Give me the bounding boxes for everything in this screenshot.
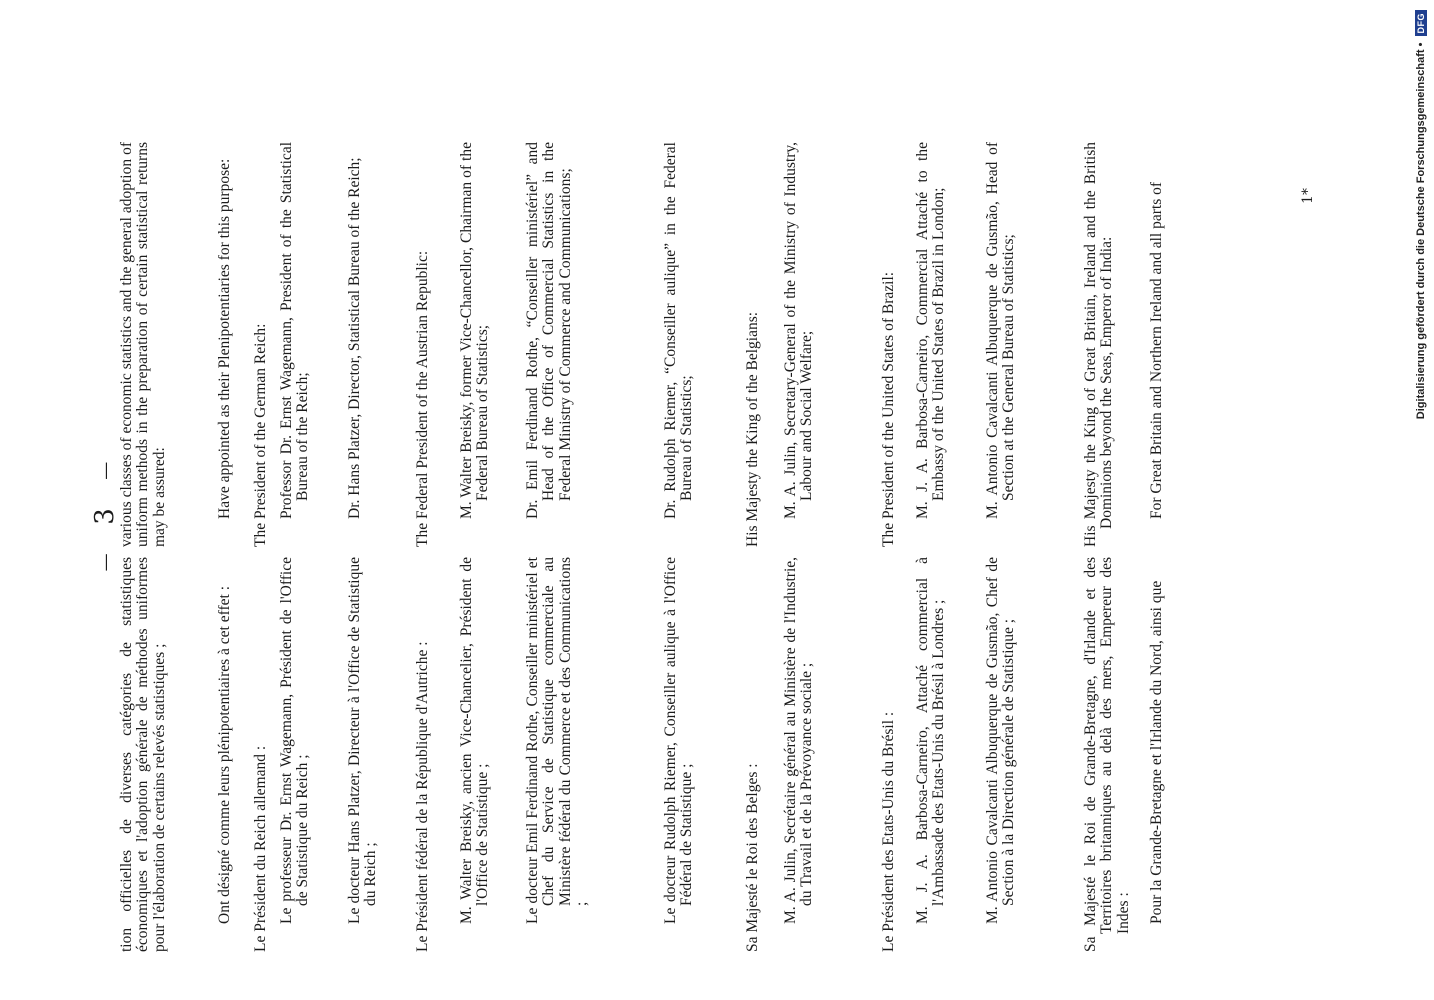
en-appointed: Have appointed as their Plenipotentiaries for this purpose: — [216, 158, 233, 519]
fr-austria-head: Le Président fédéral de la République d'Autriche : — [414, 641, 431, 952]
dfg-logo: DFG — [1415, 10, 1427, 37]
fr-britain-1: Pour la Grande-Bretagne et l'Irlande du Nord, ainsi que — [1148, 580, 1165, 924]
fr-brazil-head: Le Président des Etats-Unis du Brésil : — [880, 711, 897, 952]
fr-intro: tion officielles de diverses catégories de statistiques économiques et l'adoption générale de méthodes uniformes pour l'élaboration de certains relevés statistiques ; — [118, 557, 168, 952]
fr-austria-3: Le docteur Rudolph Riemer, Conseiller aulique à l'Office Fédéral de Statistique ; — [662, 557, 696, 924]
stamp-text: Digitalisierung gefördert durch die Deutsche Forschungsgemeinschaft • — [1415, 42, 1427, 420]
fr-germany-1: Le professeur Dr. Ernst Wagemann, Président de l'Office de Statistique du Reich ; — [278, 557, 312, 924]
fr-brazil-2: M. Antonio Cavalcanti Albuquerque de Gusmão, Chef de Section à la Direction générale de Statistique ; — [984, 557, 1018, 924]
german-translation-column — [1118, 77, 1318, 952]
en-brazil-2: M. Antonio Cavalcanti Albuquerque de Gusmão, Head of Section at the General Bureau of Statistics; — [984, 142, 1018, 519]
en-germany-2: Dr. Hans Platzer, Director, Statistical Bureau of the Reich; — [346, 157, 363, 519]
header-dash-left: — — [95, 549, 116, 572]
digitization-stamp — [1408, 10, 1432, 990]
en-brazil-head: The President of the United States of Brazil: — [880, 271, 897, 547]
en-germany-1: Professor Dr. Ernst Wagemann, President of the Statistical Bureau of the Reich; — [278, 142, 312, 519]
en-britain-1: For Great Britain and Northern Ireland and all parts of — [1148, 181, 1165, 519]
fr-belgium-1: M. A. Julin, Secrétaire général au Ministère de l'Industrie, du Travail et de la Prévoyance sociale ; — [782, 557, 816, 924]
en-britain-head: His Majesty the King of Great Britain, Ireland and the British Dominions beyond the Seas, Emperor of India: — [1082, 142, 1116, 547]
fr-belgium-head: Sa Majesté le Roi des Belges : — [744, 763, 761, 952]
page-number: 3 — [90, 504, 120, 525]
en-belgium-1: M. A. Julin, Secretary-General of the Ministry of Industry, Labour and Social Welfare; — [782, 142, 816, 519]
fr-brazil-1: M. J. A. Barbosa-Carneiro, Attaché commercial à l'Ambassade des Etats-Unis du Brésil à Londres ; — [914, 557, 948, 924]
fr-germany-head: Le Président du Reich allemand : — [252, 745, 269, 952]
fr-austria-1: M. Walter Breisky, ancien Vice-Chancelier, Président de l'Office de Statistique ; — [458, 557, 492, 924]
en-austria-3: Dr. Rudolph Riemer, “Conseiller aulique” in the Federal Bureau of Statistics; — [662, 142, 696, 519]
fr-appointed: Ont désigné comme leurs plénipotentiaires à cet effet : — [216, 585, 233, 924]
en-belgium-head: His Majesty the King of the Belgians: — [744, 311, 761, 547]
fr-britain-head: Sa Majesté le Roi de Grande-Bretagne, d'Irlande et des Territoires britanniques au delà des mers, Empereur des Indes : — [1082, 557, 1132, 952]
stamp-text-row — [1412, 10, 1430, 990]
header-dash-right: — — [95, 457, 116, 480]
fr-germany-2: Le docteur Hans Platzer, Directeur à l'Office de Statistique du Reich ; — [346, 557, 380, 924]
en-austria-1: M. Walter Breisky, former Vice-Chancellor, Chairman of the Federal Bureau of Statistics; — [458, 142, 492, 519]
en-austria-head: The Federal President of the Austrian Republic: — [414, 250, 431, 547]
en-brazil-1: M. J. A. Barbosa-Carneiro, Commercial Attaché to the Embassy of the United States of Brazil in London; — [914, 142, 948, 519]
fr-austria-2: Le docteur Emil Ferdinand Rothe, Conseiller ministériel et Chef du Service de Statistique commerciale au Ministère fédéral du Commerce et des Communications ; — [524, 557, 590, 924]
en-austria-2: Dr. Emil Ferdinand Rothe, “Conseiller ministériel” and Head of the Office of Commercial Statistics in the Federal Ministry of Commerce and Communications; — [524, 142, 574, 519]
footnote-mark: 1* — [1299, 188, 1316, 204]
en-germany-head: The President of the German Reich: — [252, 323, 269, 547]
en-intro: various classes of economic statistics and the general adoption of uniform methods in the preparation of certain statistical returns may be assured: — [118, 142, 168, 547]
